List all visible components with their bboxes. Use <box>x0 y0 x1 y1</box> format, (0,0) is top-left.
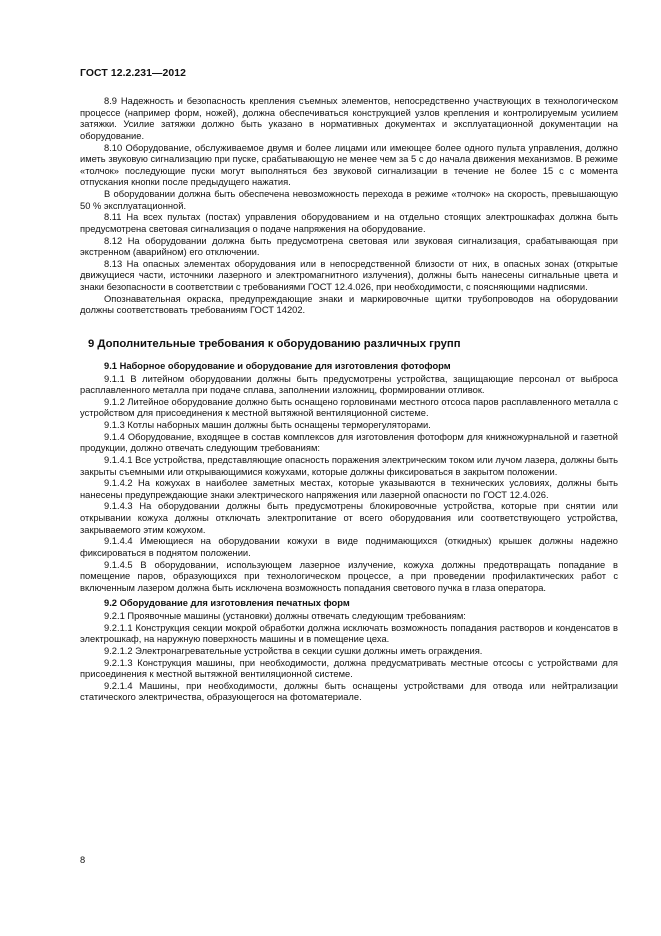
paragraph: 9.1.4.2 На кожухах в наиболее заметных местах, которые указываются в технических условиях, должны быть нанесены предупреждающие знаки электрического напряжения или лазерной опасности по ГОСТ 12.4.026. <box>80 478 618 500</box>
section-heading: 9 Дополнительные требования к оборудованию различных групп <box>88 337 461 350</box>
document-body <box>80 96 618 704</box>
page-number: 8 <box>80 855 86 865</box>
paragraph: 9.2.1.4 Машины, при необходимости, должны быть оснащены устройствами для отвода или нейтрализации статического электричества, образующегося на фотоматериале. <box>80 680 618 703</box>
paragraph: 9.2.1 Проявочные машины (установки) должны отвечать следующим требованиям: <box>104 611 466 621</box>
subsection-heading: 9.2 Оборудование для изготовления печатных форм <box>104 598 350 609</box>
paragraph: 8.9 Надежность и безопасность крепления съемных элементов, непосредственно участвующих в технологическом процессе (например форм, ножей), должна обеспечиваться конструкцией узлов крепления и контролируемым усилием затяжки. Усилие затяжки должно быть указано в нормативных документах и эксплуатационной документации на оборудование. <box>80 96 618 141</box>
paragraph: 9.2.1.1 Конструкция секции мокрой обработки должна исключать возможность попадания растворов и конденсатов в электрошкаф, на наружную поверхность машины и в помещение цеха. <box>80 622 618 645</box>
subsection-heading: 9.1 Наборное оборудование и оборудование для изготовления фотоформ <box>104 360 451 371</box>
paragraph: 9.1.4.1 Все устройства, представляющие опасность поражения электрическим током или лучом лазера, должны быть закрыты съемными или открывающимися кожухами, которые должны фиксироваться в закрытом положении. <box>80 454 618 477</box>
paragraph: 9.2.1.2 Электронагревательные устройства в секции сушки должны иметь ограждения. <box>104 645 483 656</box>
paragraph: 9.1.3 Котлы наборных машин должны быть оснащены терморегуляторами. <box>104 420 431 430</box>
running-header: ГОСТ 12.2.231—2012 <box>80 68 187 79</box>
paragraph: 9.1.1 В литейном оборудовании должны быть предусмотрены устройства, защищающие персонал от выброса расплавленного металла при подаче сплава, заполнении изложниц, формировании отливок. <box>80 373 618 396</box>
paragraph: 9.1.4.3 На оборудовании должны быть предусмотрены блокировочные устройства, которые при снятии или открывании кожуха должны отключать электропитание от всего оборудования или соответствующего устройства, закрываемого этим кожухом. <box>80 501 618 535</box>
paragraph: 9.1.2 Литейное оборудование должно быть оснащено горловинами местного отсоса паров расплавленного металла с устройством для присоединения к местной вытяжной вентиляционной системе. <box>80 396 618 419</box>
paragraph: 9.1.4 Оборудование, входящее в состав комплексов для изготовления фотоформ для книжножурнальной и газетной продукции, должно отвечать следующим требованиям: <box>80 431 618 454</box>
paragraph: 9.1.4.5 В оборудовании, использующем лазерное излучение, кожуха должны предотвращать попадание в помещение паров, образующихся при технологическом процессе, а при проведении профилактических работ с включенным лазером должна быть исключена возможность попадания светового пучка в глаза оператора. <box>80 559 618 593</box>
paragraph: 8.13 На опасных элементах оборудования или в непосредственной близости от них, в опасных зонах (открытые движущиеся части, источники лазерного и электромагнитного излучения), должны быть нанесены сигнальные цвета и знаки безопасности в соответствии с требованиями ГОСТ 12.4.026, при необходимости, с поясняющими надписями. <box>80 258 618 292</box>
paragraph: 9.1.4.4 Имеющиеся на оборудовании кожухи в виде поднимающихся (откидных) крышек должны надежно фиксироваться в поднятом положении. <box>80 536 618 558</box>
paragraph: Опознавательная окраска, предупреждающие знаки и маркировочные щитки трубопроводов на оборудовании должны соответствовать требованиям ГОСТ 14202. <box>80 293 618 316</box>
paragraph: 8.11 На всех пультах (постах) управления оборудованием и на отдельно стоящих электрошкафах должна быть предусмотрена световая сигнализация о подаче напряжения на оборудование. <box>80 212 618 234</box>
paragraph: 8.10 Оборудование, обслуживаемое двумя и более лицами или имеющее более одного пульта управления, должно иметь звуковую сигнализацию при пуске, срабатывающую не менее чем за 5 с до начала движения механизмов. В режиме «толчок» последующие пуски могут выполняться без звуковой сигнализации в течение не более 15 с с момента отпускания кнопки после предыдущего нажатия. <box>80 142 618 188</box>
paragraph: 9.2.1.3 Конструкция машины, при необходимости, должна предусматривать местные отсосы с устройствами для присоединения к местной вытяжной вентиляционной системе. <box>80 657 618 680</box>
paragraph: 8.12 На оборудовании должна быть предусмотрена световая или звуковая сигнализация, срабатывающая при экстренном (аварийном) его отключении. <box>80 235 618 258</box>
paragraph: В оборудовании должна быть обеспечена невозможность перехода в режиме «толчок» на скорость, превышающую 50 % эксплуатационной. <box>80 189 618 211</box>
